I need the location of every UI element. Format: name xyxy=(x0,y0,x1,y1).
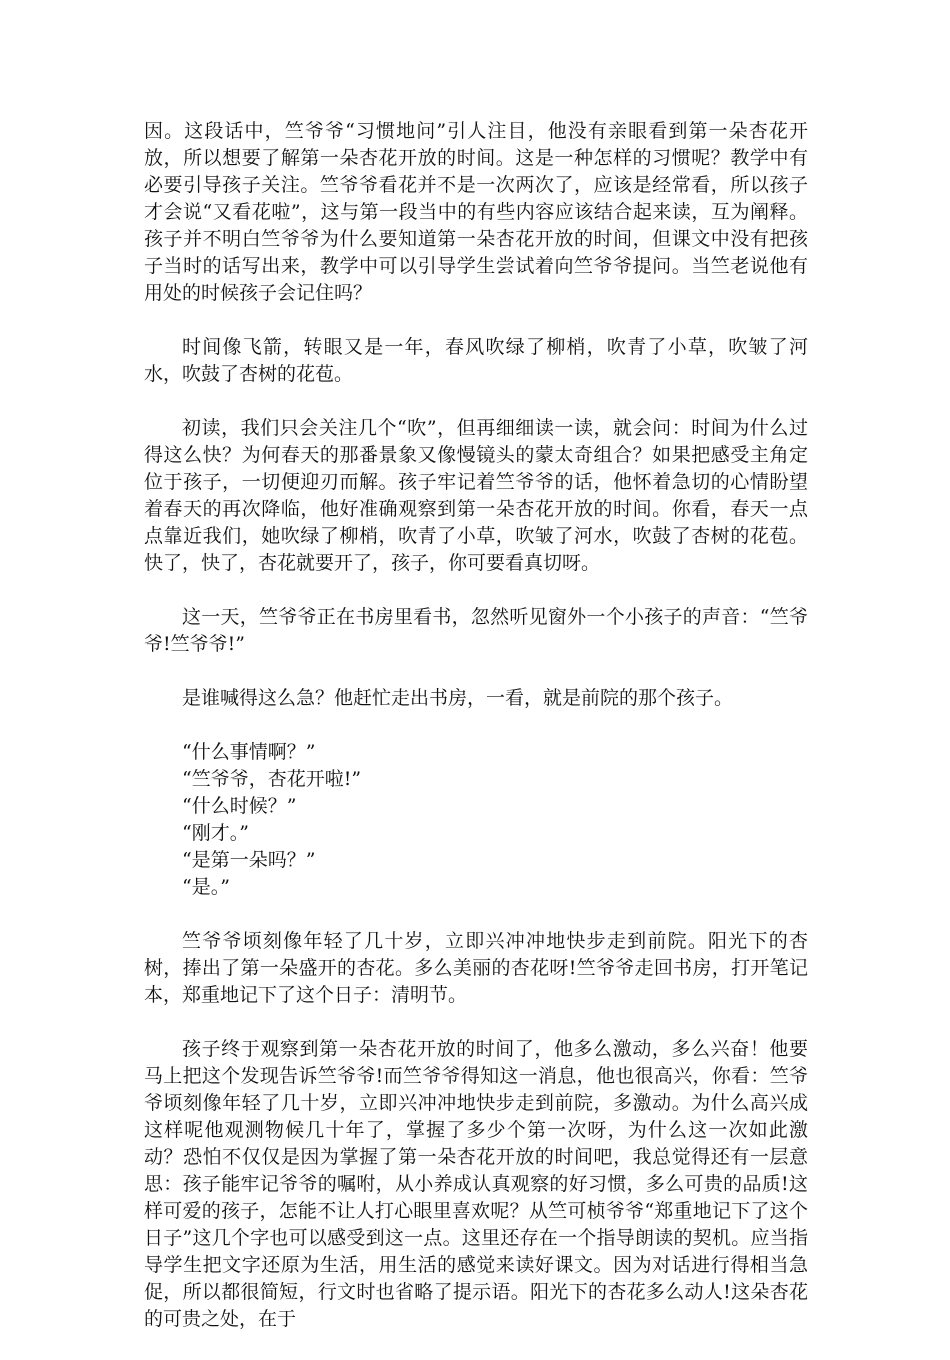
dialogue-line: “竺爷爷，杏花开啦!” xyxy=(182,768,362,790)
dialogue-line: “刚才。” xyxy=(182,822,249,844)
paragraph-first-reading: 初读，我们只会关注几个“吹”，但再细细读一读，就会问：时间为什么过得这么快？为何春天的那番景象又像慢镜头的蒙太奇组合？如果把感受主角定位于孩子，一切便迎刃而解。孩子牢记着竺爷爷的话，他怀着急切的心情盼望着春天的再次降临，他好准确观察到第一朵杏花开放的时间。你看，春天一点点靠近我们，她吹绿了柳梢，吹青了小草，吹皱了河水，吹鼓了杏树的花苞。快了，快了，杏花就要开了，孩子，你可要看真切呀。 xyxy=(144,417,808,574)
paragraph-grandpa-young: 竺爷爷顷刻像年轻了几十岁，立即兴冲冲地快步走到前院。阳光下的杏树，捧出了第一朵盛开的杏花。多么美丽的杏花呀!竺爷爷走回书房，打开笔记本，郑重地记下了这个日子：清明节。 xyxy=(144,930,808,1006)
dialogue-block xyxy=(144,739,808,901)
dialogue-line: “是第一朵吗？” xyxy=(182,849,316,871)
paragraph-time-flies: 时间像飞箭，转眼又是一年，春风吹绿了柳梢，吹青了小草，吹皱了河水，吹鼓了杏树的花苞。 xyxy=(144,336,808,385)
paragraph-one-day: 这一天，竺爷爷正在书房里看书，忽然听见窗外一个小孩子的声音：“竺爷爷!竺爷爷!” xyxy=(144,606,808,655)
paragraph-continuation: 因。这段话中，竺爷爷“习惯地问”引人注目，他没有亲眼看到第一朵杏花开放，所以想要了解第一朵杏花开放的时间。这是一种怎样的习惯呢？教学中有必要引导孩子关注。竺爷爷看花并不是一次两次了，应该是经常看，所以孩子才会说“又看花啦”，这与第一段当中的有些内容应该结合起来读，互为阐释。孩子并不明白竺爷爷为什么要知道第一朵杏花开放的时间，但课文中没有把孩子当时的话写出来，教学中可以引导学生尝试着向竺爷爷提问。当竺老说他有用处的时候孩子会记住吗？ xyxy=(144,120,808,304)
paragraph-who-calls: 是谁喊得这么急？他赶忙走出书房，一看，就是前院的那个孩子。 xyxy=(182,687,734,709)
paragraph-child-observes: 孩子终于观察到第一朵杏花开放的时间了，他多么激动，多么兴奋！他要马上把这个发现告诉竺爷爷!而竺爷爷得知这一消息，他也很高兴，你看：竺爷爷顷刻像年轻了几十岁，立即兴冲冲地快步走到前院，多激动。为什么高兴成这样呢他观测物候几十年了，掌握了多少个第一次呀，为什么这一次如此激动？恐怕不仅仅是因为掌握了第一朵杏花开放的时间吧，我总觉得还有一层意思：孩子能牢记爷爷的嘱咐，从小养成认真观察的好习惯，多么可贵的品质!这样可爱的孩子，怎能不让人打心眼里喜欢呢？从竺可桢爷爷“郑重地记下了这个日子”这几个字也可以感受到这一点。这里还存在一个指导朗读的契机。应当指导学生把文字还原为生活，用生活的感觉来读好课文。因为对话进行得相当急促，所以都很简短，行文时也省略了提示语。阳光下的杏花多么动人!这朵杏花的可贵之处，在于 xyxy=(144,1038,808,1330)
document-page xyxy=(144,118,808,1360)
dialogue-line: “什么时候？” xyxy=(182,795,297,817)
dialogue-line: “是。” xyxy=(182,876,230,898)
dialogue-line: “什么事情啊？” xyxy=(182,741,316,763)
